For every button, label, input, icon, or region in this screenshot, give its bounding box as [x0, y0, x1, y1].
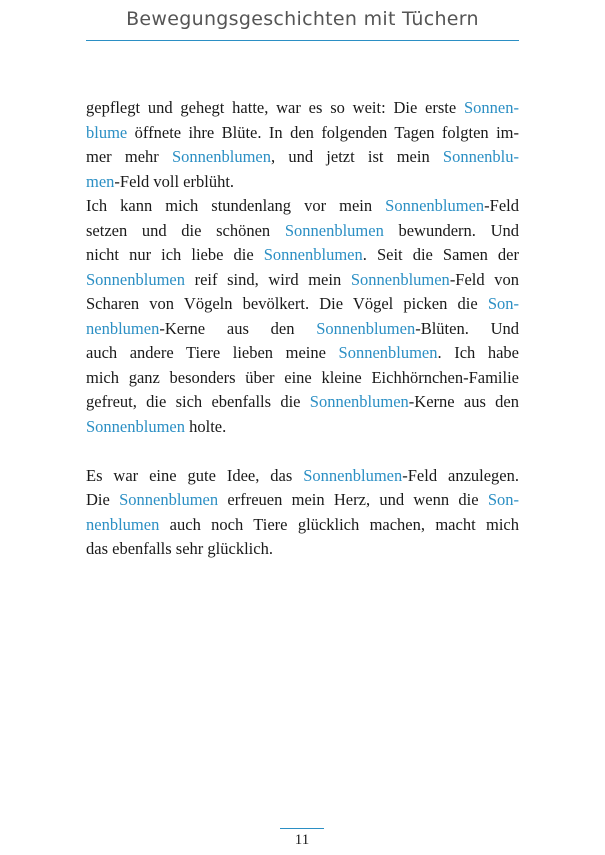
highlighted-word: Sonnenblumen [86, 269, 185, 289]
text-segment: -Kerne aus den [408, 392, 519, 411]
highlighted-word: Sonnenblumen [338, 343, 438, 362]
highlighted-word: Sonnenblumen [119, 490, 219, 509]
body-text [86, 96, 519, 562]
highlighted-word: men [86, 171, 115, 191]
text-segment: Die [86, 490, 120, 509]
text-line [86, 537, 519, 562]
text-segment: auch noch Tiere glücklich machen, macht mich [159, 514, 519, 534]
text-segment: Scharen von Vögeln bevölkert. Die Vögel picken die [86, 294, 488, 313]
highlighted-word: Sonnenblumen [263, 245, 363, 264]
highlighted-word: Sonnenblumen [316, 318, 416, 338]
highlighted-word: Son- [487, 490, 519, 509]
header-rule [86, 40, 519, 41]
text-line [86, 366, 519, 391]
highlighted-word: Sonnenblumen [86, 416, 185, 436]
text-line [86, 415, 519, 440]
footer-rule [280, 828, 324, 829]
text-segment: -Feld anzulegen. [402, 465, 519, 485]
text-segment: mer mehr [86, 147, 172, 166]
text-segment: . Ich habe [437, 343, 519, 362]
highlighted-word: Sonnenblu- [442, 147, 519, 166]
highlighted-word: Son- [487, 294, 519, 313]
text-segment: -Feld voll erblüht. [114, 171, 235, 191]
text-segment: setzen und die schönen [86, 220, 285, 240]
text-line [86, 341, 519, 366]
text-line [86, 464, 519, 489]
highlighted-word: Sonnenblumen [385, 196, 485, 215]
text-segment: holte. [185, 416, 227, 436]
running-header-title: Bewegungsgeschichten mit Tüchern [126, 8, 479, 30]
text-line [86, 488, 519, 513]
page-number: 11 [294, 832, 310, 848]
text-line [86, 145, 519, 170]
text-line [86, 219, 519, 244]
text-segment: das ebenfalls sehr glücklich. [86, 539, 273, 558]
text-segment: mich ganz besonders über eine kleine Eichhörnchen-Familie [86, 367, 519, 387]
highlighted-word: Sonnenblumen [309, 392, 409, 411]
text-segment: bewundern. Und [383, 220, 519, 240]
text-segment: -Feld [484, 196, 519, 215]
text-line [86, 194, 519, 219]
text-segment: gepflegt und gehegt hatte, war es so weit: Die erste [86, 98, 464, 117]
text-line [86, 390, 519, 415]
highlighted-word: Sonnenblumen [303, 465, 403, 485]
text-line [86, 96, 519, 121]
text-segment: öffnete ihre Blüte. In den folgenden Tagen folgten im- [127, 122, 519, 142]
text-segment: . Seit die Samen der [362, 245, 519, 264]
text-line [86, 292, 519, 317]
text-line [86, 513, 519, 538]
highlighted-word: blume [86, 122, 128, 142]
text-segment: -Kerne aus den [159, 318, 317, 338]
paragraph-gap [86, 439, 519, 464]
text-segment: Es war eine gute Idee, das [86, 465, 304, 485]
text-segment: , und jetzt ist mein [270, 147, 443, 166]
highlighted-word: nenblumen [86, 318, 160, 338]
text-line [86, 243, 519, 268]
text-segment: gefreut, die sich ebenfalls die [86, 392, 310, 411]
text-line [86, 268, 519, 293]
text-segment: auch andere Tiere lieben meine [86, 343, 339, 362]
highlighted-word: Sonnen- [464, 98, 519, 117]
text-segment: -Feld von [449, 269, 519, 289]
highlighted-word: Sonnenblumen [284, 220, 384, 240]
text-segment: Ich kann mich stundenlang vor mein [86, 196, 386, 215]
highlighted-word: Sonnenblumen [171, 147, 271, 166]
text-segment: reif sind, wird mein [185, 269, 351, 289]
text-line [86, 170, 519, 195]
text-segment: nicht nur ich liebe die [86, 245, 264, 264]
text-segment: -Blüten. Und [415, 318, 519, 338]
highlighted-word: nenblumen [86, 514, 160, 534]
highlighted-word: Sonnenblumen [350, 269, 450, 289]
text-line [86, 317, 519, 342]
text-segment: erfreuen mein Herz, und wenn die [218, 490, 488, 509]
text-line [86, 121, 519, 146]
